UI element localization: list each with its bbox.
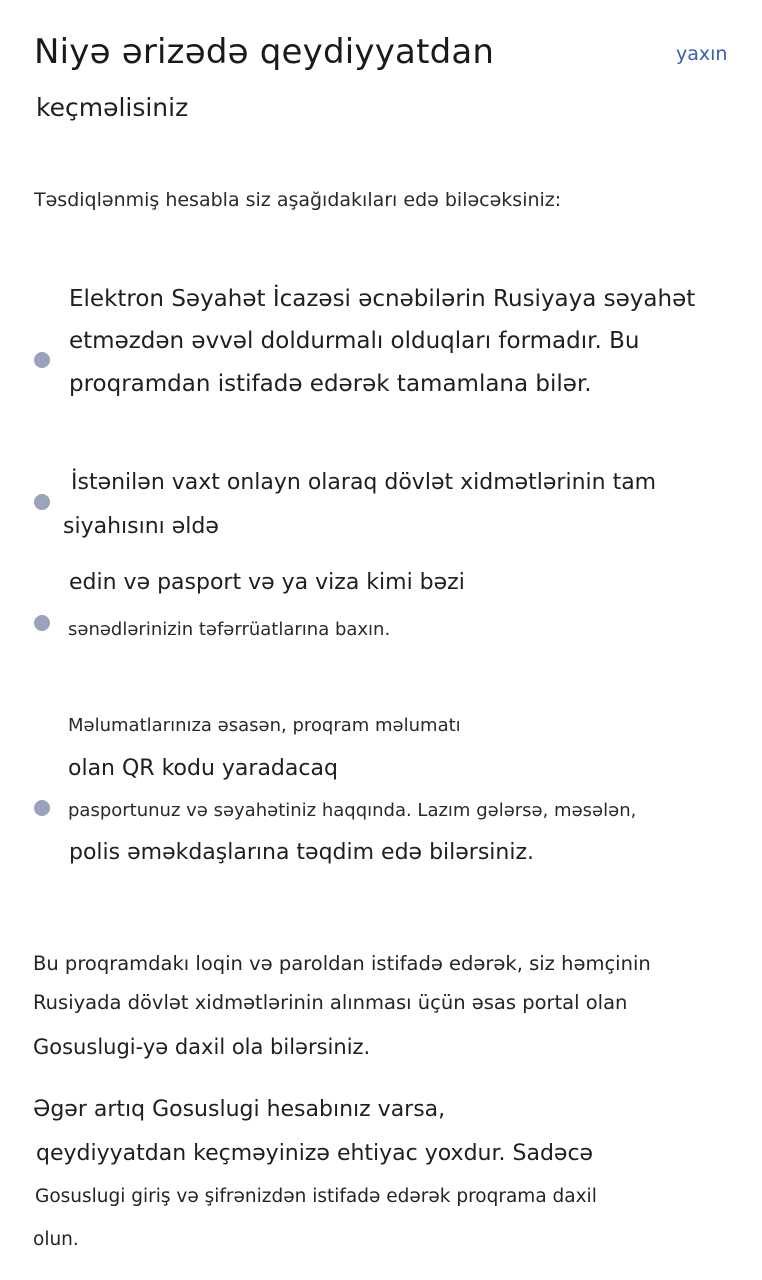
bullet-4-line-4: polis əməkdaşlarına təqdim edə bilərsiniz. xyxy=(69,840,535,865)
bullet-4-line-2: olan QR kodu yaradacaq xyxy=(68,756,338,781)
page-title-line2: keçməlisiniz xyxy=(36,93,189,122)
bullet-1-line-3: proqramdan istifadə edərək tamamlana bilər. xyxy=(69,371,592,397)
paragraph-1-line-3: Gosuslugi-yə daxil ola bilərsiniz. xyxy=(33,1035,371,1059)
paragraph-2-line-2: qeydiyyatdan keçməyinizə ehtiyac yoxdur. Sadəcə xyxy=(36,1141,594,1166)
bullet-3-line-1: edin və pasport və ya viza kimi bəzi xyxy=(69,570,465,595)
bullet-4-line-3: pasportunuz və səyahətiniz haqqında. Lazım gələrsə, məsələn, xyxy=(68,800,637,821)
paragraph-1-line-2: Rusiyada dövlət xidmətlərinin alınması üçün əsas portal olan xyxy=(33,991,628,1014)
close-link[interactable]: yaxın xyxy=(676,43,728,65)
paragraph-2-line-4: olun. xyxy=(33,1229,79,1250)
bullet-dot-icon xyxy=(34,352,50,368)
bullet-dot-icon xyxy=(34,494,50,510)
paragraph-1-line-1: Bu proqramdakı loqin və paroldan istifadə edərək, siz həmçinin xyxy=(33,952,651,975)
paragraph-2-line-1: Əgər artıq Gosuslugi hesabınız varsa, xyxy=(33,1097,446,1122)
intro-text: Təsdiqlənmiş hesabla siz aşağıdakıları edə biləcəksiniz: xyxy=(34,189,562,211)
bullet-3-line-2: sənədlərinizin təfərrüatlarına baxın. xyxy=(68,619,391,640)
bullet-dot-icon xyxy=(34,615,50,631)
bullet-2-line-1: İstənilən vaxt onlayn olaraq dövlət xidmətlərinin tam xyxy=(71,470,657,495)
bullet-1-line-1: Elektron Səyahət İcazəsi əcnəbilərin Rusiyaya səyahət xyxy=(69,286,696,312)
bullet-dot-icon xyxy=(34,800,50,816)
page-title: Niyə ərizədə qeydiyyatdan xyxy=(34,32,495,72)
bullet-2-line-2: siyahısını əldə xyxy=(63,514,219,539)
bullet-4-line-1: Məlumatlarınıza əsasən, proqram məlumatı xyxy=(68,715,461,736)
bullet-1-line-2: etməzdən əvvəl doldurmalı olduqları formadır. Bu xyxy=(69,328,640,354)
paragraph-2-line-3: Gosuslugi giriş və şifrənizdən istifadə edərək proqrama daxil xyxy=(35,1186,597,1207)
